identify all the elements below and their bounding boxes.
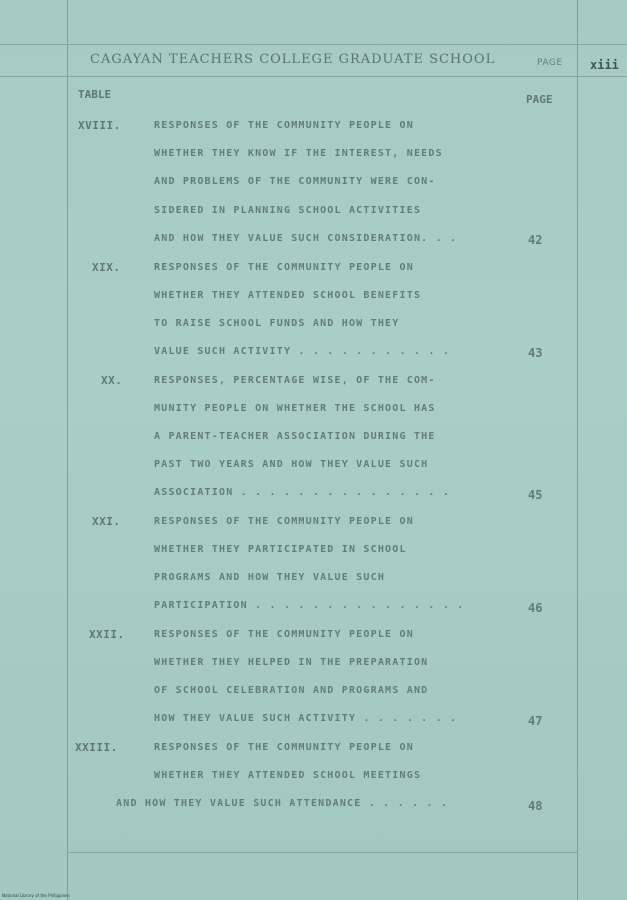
table-number: XX. <box>101 374 123 387</box>
entry-line: WHETHER THEY PARTICIPATED IN SCHOOL <box>154 544 407 555</box>
bottom-rule <box>67 852 577 853</box>
entry-line: RESPONSES OF THE COMMUNITY PEOPLE ON <box>154 516 414 527</box>
entry-page: 43 <box>528 346 543 360</box>
entry-line: AND HOW THEY VALUE SUCH ATTENDANCE . . . . . . <box>116 798 449 809</box>
entry-line: AND HOW THEY VALUE SUCH CONSIDERATION. . . <box>154 233 458 244</box>
entry-line: PAST TWO YEARS AND HOW THEY VALUE SUCH <box>154 459 429 470</box>
left-side-rule <box>0 76 67 77</box>
left-margin-line <box>67 0 68 900</box>
page-number: xiii <box>590 58 619 72</box>
top-rule <box>0 44 627 45</box>
entry-line: OF SCHOOL CELEBRATION AND PROGRAMS AND <box>154 685 429 696</box>
entry-page: 45 <box>528 488 543 502</box>
entry-line: RESPONSES OF THE COMMUNITY PEOPLE ON <box>154 120 414 131</box>
entry-line: A PARENT-TEACHER ASSOCIATION DURING THE <box>154 431 436 442</box>
entry-line: WHETHER THEY HELPED IN THE PREPARATION <box>154 657 429 668</box>
page-header-title: CAGAYAN TEACHERS COLLEGE GRADUATE SCHOOL <box>90 52 496 67</box>
entry-line: RESPONSES OF THE COMMUNITY PEOPLE ON <box>154 742 414 753</box>
table-number: XIX. <box>92 261 121 274</box>
table-number: XXIII. <box>75 741 118 754</box>
entry-line: WHETHER THEY ATTENDED SCHOOL MEETINGS <box>154 770 422 781</box>
entry-line: HOW THEY VALUE SUCH ACTIVITY . . . . . . . <box>154 713 458 724</box>
entry-line: WHETHER THEY ATTENDED SCHOOL BENEFITS <box>154 290 422 301</box>
table-number: XXII. <box>89 628 125 641</box>
entry-page: 47 <box>528 714 543 728</box>
entry-line: TO RAISE SCHOOL FUNDS AND HOW THEY <box>154 318 400 329</box>
entry-page: 42 <box>528 233 543 247</box>
table-column-header: TABLE <box>78 88 112 101</box>
entry-line: PARTICIPATION . . . . . . . . . . . . . . . <box>154 600 465 611</box>
entry-line: MUNITY PEOPLE ON WHETHER THE SCHOOL HAS <box>154 403 436 414</box>
page-column-header: PAGE <box>526 93 553 106</box>
right-side-rule <box>577 76 627 77</box>
table-number: XVIII. <box>78 119 121 132</box>
entry-line: WHETHER THEY KNOW IF THE INTEREST, NEEDS <box>154 148 443 159</box>
entry-line: RESPONSES, PERCENTAGE WISE, OF THE COM- <box>154 375 436 386</box>
entry-line: ASSOCIATION . . . . . . . . . . . . . . . <box>154 487 451 498</box>
entry-line: VALUE SUCH ACTIVITY . . . . . . . . . . . <box>154 346 451 357</box>
header-rule <box>67 76 577 77</box>
table-number: XXI. <box>92 515 121 528</box>
entry-page: 48 <box>528 799 543 813</box>
entry-line: AND PROBLEMS OF THE COMMUNITY WERE CON- <box>154 176 436 187</box>
entry-line: PROGRAMS AND HOW THEY VALUE SUCH <box>154 572 386 583</box>
page-label: PAGE <box>537 58 563 68</box>
footer-credit: National Library of the Philippines <box>2 893 70 898</box>
entry-line: RESPONSES OF THE COMMUNITY PEOPLE ON <box>154 262 414 273</box>
entry-page: 46 <box>528 601 543 615</box>
entry-line: RESPONSES OF THE COMMUNITY PEOPLE ON <box>154 629 414 640</box>
entry-line: SIDERED IN PLANNING SCHOOL ACTIVITIES <box>154 205 422 216</box>
right-margin-line <box>577 0 578 900</box>
